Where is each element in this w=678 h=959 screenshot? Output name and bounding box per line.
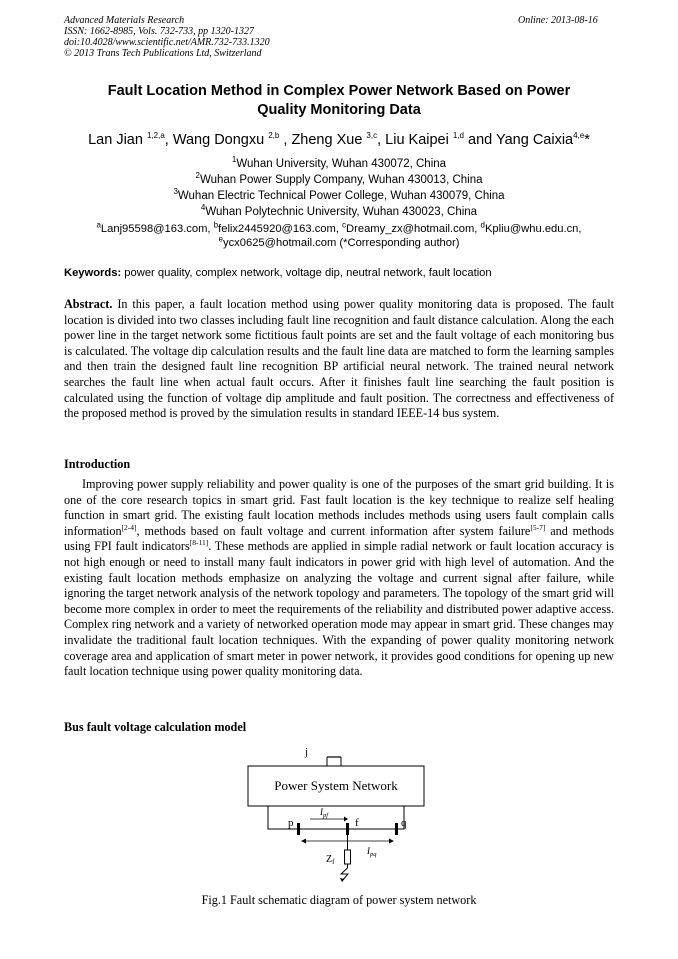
citation[interactable]: [2-4] (121, 522, 137, 532)
abstract-label: Abstract. (64, 297, 113, 311)
affiliation-line (64, 188, 614, 204)
affiliation-text: Wuhan Power Supply Company, Wuhan 430013, China (199, 174, 483, 186)
author-sup: 3,c (366, 131, 378, 141)
doi-line: doi:10.4028/www.scientific.net/AMR.732-733.1320 (64, 37, 270, 48)
email-line (64, 236, 614, 250)
citation[interactable]: [8-11] (189, 538, 209, 548)
paper-title (64, 82, 614, 120)
current-pq-arrowhead-right (389, 839, 394, 844)
keywords-label: Keywords: (64, 267, 122, 279)
author-sep: , (164, 132, 173, 148)
network-box-label: Power System Network (274, 778, 398, 793)
email-link[interactable]: Kpliu@whu.edu.cn, (484, 223, 582, 235)
email-link[interactable]: felix2445920@163.com, (218, 223, 343, 235)
intro-text: and methods using FPI fault indicators (64, 523, 614, 554)
figure-caption: Fig.1 Fault schematic diagram of power system network (201, 893, 477, 907)
citation[interactable]: [5-7] (530, 522, 546, 532)
current-symbol: I (320, 807, 323, 817)
current-pf-arrowhead (344, 817, 348, 822)
email-link[interactable]: Dreamy_zx@hotmail.com, (346, 223, 481, 235)
issn-line: ISSN: 1662-8985, Vols. 732-733, pp 1320-1327 (64, 26, 254, 37)
author-name: Liu Kaipei (385, 132, 453, 148)
author-name: Zheng Xue (291, 132, 367, 148)
email-link[interactable]: ycx0625@hotmail.com (*Corresponding author) (222, 237, 460, 249)
email-sup: b (213, 220, 219, 230)
affiliations (64, 156, 614, 220)
journal-name: Advanced Materials Research (64, 15, 185, 26)
intro-text: , methods based on fault voltage and current information after system failure (136, 523, 531, 538)
author-sep: * (584, 132, 590, 148)
node-q-label: q (401, 817, 407, 829)
current-pq-arrowhead-left (301, 839, 306, 844)
email-sup: d (480, 220, 485, 230)
keywords-text: power quality, complex network, voltage dip, neutral network, fault location (121, 267, 492, 279)
abstract-text: In this paper, a fault location method using power quality monitoring data is proposed. The fault location is divided into two classes including fault line recognition and fault distance calculation. Along the each power line in the target network some fictitious fault points are set and the fault voltage of each monitoring bus is calculated. The voltage dip calculation results and the fault line data are matched to form the learning samples and then train the designed fault line recognition BP artificial neural network. The trained neural network searches the fault line when actual fault occurs. After it finishes fault line searching the fault position is calculated using the function of voltage dip amplitude and fault position. The correctness and effectiveness of the proposed method is proved by the simulation results in standard IEEE-14 bus system. (64, 297, 614, 421)
fault-impedance (345, 850, 351, 864)
author-sup: 1,2,a (146, 131, 165, 141)
author-sep: , (377, 132, 386, 148)
node-j-label: j (305, 746, 309, 758)
email-sup: a (96, 220, 101, 230)
copyright-line: © 2013 Trans Tech Publications Ltd, Switzerland (64, 48, 262, 59)
node-p-label: p (288, 817, 294, 829)
affiliation-text: Wuhan Polytechnic University, Wuhan 430023, China (205, 206, 478, 218)
current-pq-label (366, 846, 377, 858)
affiliation-line (64, 156, 614, 172)
email-line (64, 222, 614, 236)
journal-header (64, 15, 270, 59)
affiliation-line (64, 204, 614, 220)
author-sep: and (464, 132, 496, 148)
author-emails (64, 222, 614, 250)
author-name: Wang Dongxu (172, 132, 269, 148)
affiliation-sup: 1 (231, 155, 237, 165)
author-name: Yang Caixia (496, 132, 574, 148)
intro-text: . These methods are applied in simple radial network or fault location accuracy is not high enough or need to install many fault indicators in power grid with high level of automation. And the existing fault location methods emphasize on analyzing the voltage and current signal after failure, while ignoring the target network analysis of the network topology and parameters. The topology of the smart grid will become more complex in order to meet the requirements of the reliability and distributed power adaptive access. Complex ring network and a variety of networked operation mode may appear in smart grid. These changes may invalidate the traditional fault location techniques. With the expanding of power quality monitoring network coverage area and application of smart meter in power network, it provides good conditions for opening up new fault location technique using power quality monitoring data. (64, 539, 614, 679)
email-sup: e (218, 234, 223, 244)
email-link[interactable]: Lanj95598@163.com, (100, 223, 214, 235)
impedance-label (326, 854, 335, 866)
current-pf-label (319, 807, 329, 819)
affiliation-line (64, 172, 614, 188)
current-symbol: I (367, 846, 370, 856)
p-connection (268, 806, 298, 829)
current-pq-sub: pq (370, 851, 377, 858)
affiliation-text: Wuhan University, Wuhan 430072, China (236, 158, 447, 170)
author-name: Lan Jian (88, 132, 147, 148)
current-pf-sub: pf (323, 812, 329, 819)
introduction-heading: Introduction (64, 457, 131, 471)
bus-section-heading: Bus fault voltage calculation model (64, 720, 247, 734)
author-sep: , (279, 132, 292, 148)
fault-schematic-diagram (240, 740, 440, 890)
intro-text: Improving power supply reliability and power quality is one of the purposes of the smart grid building. It is one of the core research topics in smart grid. Fast fault location is the key technique to realize self healing function in smart grid. The existing fault location methods includes methods using users fault complain calls information (64, 477, 614, 538)
author-sup: 4,e (573, 131, 585, 141)
introduction-body (64, 477, 614, 680)
author-sup: 2,b (268, 131, 280, 141)
affiliation-sup: 3 (173, 187, 178, 197)
title-line-2: Quality Monitoring Data (257, 102, 421, 118)
author-sup: 1,d (452, 131, 464, 141)
bus-f (346, 823, 349, 835)
affiliation-text: Wuhan Electric Technical Power College, Wuhan 430079, China (177, 190, 505, 202)
impedance-main: Z (326, 854, 333, 865)
title-line-1: Fault Location Method in Complex Power Network Based on Power (107, 83, 571, 99)
affiliation-sup: 4 (200, 203, 206, 213)
node-f-label: f (355, 817, 359, 829)
keywords (64, 266, 614, 280)
email-sup: c (342, 220, 347, 230)
bus-q (395, 823, 398, 835)
abstract (64, 297, 614, 422)
bus-p (297, 823, 300, 835)
affiliation-sup: 2 (195, 171, 200, 181)
impedance-sub: f (332, 858, 335, 866)
author-list (64, 131, 614, 149)
online-date: Online: 2013-08-16 (518, 15, 598, 26)
